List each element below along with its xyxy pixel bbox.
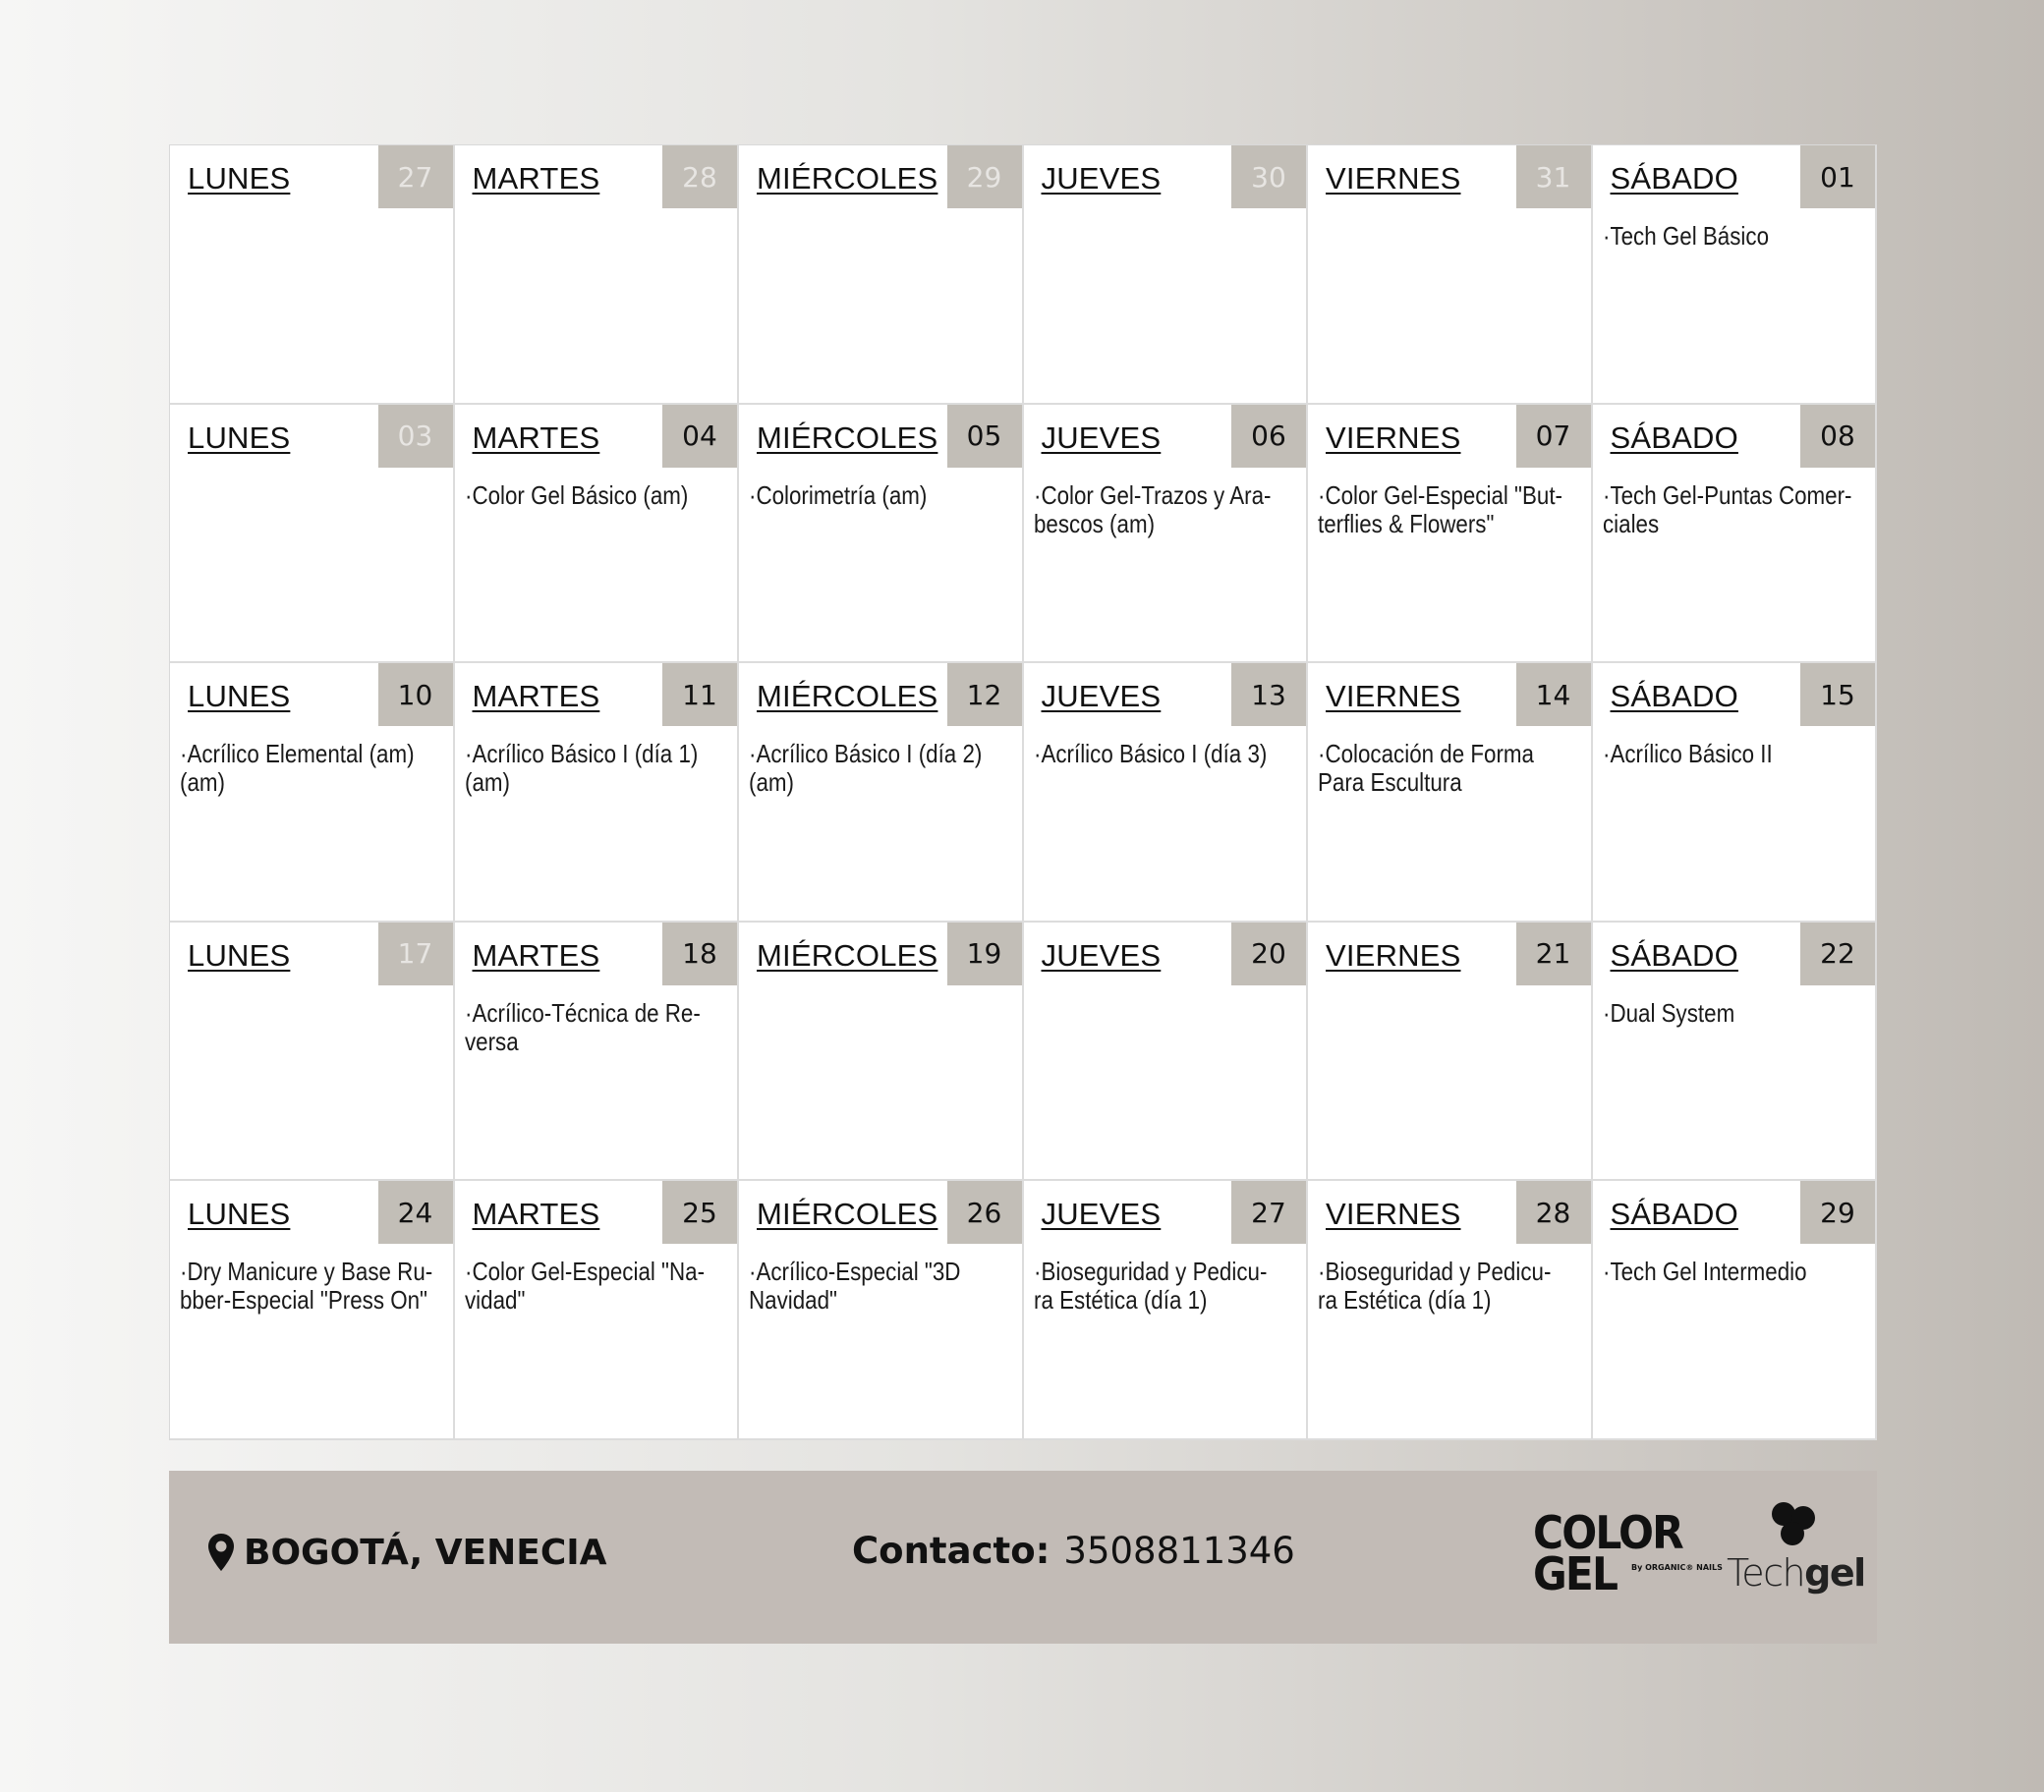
day-number: 20 — [1231, 923, 1306, 985]
calendar-day-cell — [1593, 405, 1878, 664]
event-list — [1603, 481, 1875, 538]
location-text: BOGOTÁ, VENECIA — [244, 1532, 607, 1573]
calendar-day-cell — [1593, 1181, 1878, 1440]
day-number: 01 — [1800, 145, 1875, 208]
calendar-day-cell — [739, 663, 1024, 923]
calendar-day-cell — [1024, 663, 1309, 923]
day-name: JUEVES — [1041, 937, 1162, 973]
location — [206, 1532, 607, 1573]
event-text: ·Acrílico-Técnica de Re- — [464, 997, 701, 1028]
day-number: 24 — [378, 1181, 453, 1244]
day-name: VIERNES — [1326, 937, 1461, 973]
event-text: ·Acrílico Básico I (día 3) — [1033, 739, 1267, 769]
calendar-day-cell — [1024, 405, 1309, 664]
event-text: bescos (am) — [1033, 508, 1155, 538]
day-name: LUNES — [188, 161, 291, 196]
day-name: VIERNES — [1326, 161, 1461, 196]
event-list — [465, 481, 737, 510]
day-name: VIERNES — [1326, 679, 1461, 714]
event-list — [1603, 222, 1875, 251]
day-name: VIERNES — [1326, 420, 1461, 455]
day-name: MARTES — [472, 937, 600, 973]
colorgel-logo-line1: COLOR — [1533, 1506, 1682, 1559]
day-number: 27 — [378, 145, 453, 208]
day-number: 03 — [378, 405, 453, 468]
techgel-text-light: Tech — [1727, 1551, 1805, 1595]
event-text: ra Estética (día 1) — [1318, 1285, 1492, 1316]
event-text: ·Dual System — [1602, 997, 1734, 1028]
techgel-dots-icon — [1766, 1500, 1821, 1549]
calendar-day-cell — [455, 145, 740, 405]
event-text: ·Color Gel-Trazos y Ara- — [1033, 479, 1271, 510]
day-name: SÁBADO — [1610, 420, 1738, 455]
day-number: 08 — [1800, 405, 1875, 468]
event-list — [180, 1258, 452, 1315]
calendar-day-cell — [455, 405, 740, 664]
day-number: 15 — [1800, 663, 1875, 726]
day-name: MIÉRCOLES — [757, 420, 938, 455]
day-number: 14 — [1516, 663, 1591, 726]
event-text: vidad" — [464, 1285, 525, 1316]
event-text: Para Escultura — [1318, 767, 1462, 798]
day-name: MIÉRCOLES — [757, 1197, 938, 1232]
event-list — [465, 999, 737, 1056]
event-list — [749, 481, 1021, 510]
calendar-day-cell — [739, 923, 1024, 1182]
map-pin-icon — [206, 1532, 236, 1573]
event-text: ·Tech Gel-Puntas Comer- — [1602, 479, 1851, 510]
event-list — [1318, 481, 1590, 538]
day-name: LUNES — [188, 937, 291, 973]
day-name: VIERNES — [1326, 1197, 1461, 1232]
event-text: ·Tech Gel Básico — [1602, 221, 1769, 251]
day-name: SÁBADO — [1610, 679, 1738, 714]
day-number: 04 — [662, 405, 737, 468]
colorgel-logo — [1533, 1506, 1723, 1602]
calendar-day-cell — [739, 145, 1024, 405]
techgel-logo — [1727, 1500, 1865, 1608]
event-text: Navidad" — [749, 1285, 837, 1316]
day-name: LUNES — [188, 679, 291, 714]
event-text: versa — [464, 1026, 519, 1056]
event-text: ·Color Gel-Especial "But- — [1318, 479, 1563, 510]
day-number: 28 — [662, 145, 737, 208]
event-list — [1603, 1258, 1875, 1286]
calendar-grid — [169, 144, 1877, 1440]
event-text: (am) — [180, 767, 225, 798]
event-text: ·Acrílico-Especial "3D — [749, 1257, 961, 1287]
event-list — [1318, 1258, 1590, 1315]
day-number: 29 — [947, 145, 1022, 208]
event-list — [1034, 740, 1306, 768]
event-text: ·Acrílico Básico II — [1602, 739, 1773, 769]
day-number: 29 — [1800, 1181, 1875, 1244]
day-name: SÁBADO — [1610, 161, 1738, 196]
calendar-day-cell — [1308, 663, 1593, 923]
colorgel-logo-sub: By ORGANIC® NAILS — [1631, 1563, 1723, 1572]
calendar-day-cell — [455, 1181, 740, 1440]
event-text: bber-Especial "Press On" — [180, 1285, 428, 1316]
day-name: MIÉRCOLES — [757, 161, 938, 196]
event-text: ·Acrílico Básico I (día 1) — [464, 739, 698, 769]
contact — [852, 1530, 1295, 1572]
calendar-day-cell — [455, 923, 740, 1182]
event-text: ra Estética (día 1) — [1033, 1285, 1207, 1316]
day-name: MARTES — [472, 679, 600, 714]
day-number: 13 — [1231, 663, 1306, 726]
day-number: 21 — [1516, 923, 1591, 985]
calendar-day-cell — [1024, 923, 1309, 1182]
day-number: 10 — [378, 663, 453, 726]
event-text: ·Acrílico Básico I (día 2) — [749, 739, 983, 769]
calendar-day-cell — [1024, 1181, 1309, 1440]
day-number: 05 — [947, 405, 1022, 468]
calendar-day-cell — [739, 405, 1024, 664]
day-number: 28 — [1516, 1181, 1591, 1244]
day-name: MARTES — [472, 1197, 600, 1232]
event-text: ·Bioseguridad y Pedicu- — [1318, 1257, 1552, 1287]
calendar-day-cell — [739, 1181, 1024, 1440]
day-number: 27 — [1231, 1181, 1306, 1244]
calendar-day-cell — [455, 663, 740, 923]
day-number: 22 — [1800, 923, 1875, 985]
event-list — [180, 740, 452, 797]
calendar-day-cell — [1593, 663, 1878, 923]
day-number: 31 — [1516, 145, 1591, 208]
event-text: ·Bioseguridad y Pedicu- — [1033, 1257, 1267, 1287]
day-number: 11 — [662, 663, 737, 726]
calendar-day-cell — [170, 145, 455, 405]
calendar-day-cell — [170, 663, 455, 923]
event-text: (am) — [749, 767, 794, 798]
day-name: JUEVES — [1041, 420, 1162, 455]
event-text: terflies & Flowers" — [1318, 508, 1495, 538]
calendar-day-cell — [170, 923, 455, 1182]
day-name: SÁBADO — [1610, 937, 1738, 973]
event-text: (am) — [464, 767, 510, 798]
event-list — [465, 1258, 737, 1315]
day-number: 25 — [662, 1181, 737, 1244]
day-number: 30 — [1231, 145, 1306, 208]
day-number: 19 — [947, 923, 1022, 985]
calendar-day-cell — [1308, 923, 1593, 1182]
colorgel-logo-line2: GEL — [1533, 1547, 1618, 1600]
calendar-day-cell — [1593, 145, 1878, 405]
event-list — [1603, 999, 1875, 1028]
event-text: ·Tech Gel Intermedio — [1602, 1257, 1807, 1287]
day-name: MARTES — [472, 420, 600, 455]
day-name: MARTES — [472, 161, 600, 196]
day-number: 06 — [1231, 405, 1306, 468]
day-name: LUNES — [188, 1197, 291, 1232]
event-text: ·Dry Manicure y Base Ru- — [180, 1257, 433, 1287]
event-list — [465, 740, 737, 797]
footer-bar — [169, 1471, 1877, 1644]
day-name: JUEVES — [1041, 679, 1162, 714]
contact-phone: 3508811346 — [1063, 1530, 1295, 1572]
calendar-day-cell — [170, 1181, 455, 1440]
event-list — [1318, 740, 1590, 797]
event-list — [749, 740, 1021, 797]
calendar-day-cell — [1308, 1181, 1593, 1440]
event-text: ·Colocación de Forma — [1318, 739, 1534, 769]
event-text: ciales — [1602, 508, 1659, 538]
event-text: ·Acrílico Elemental (am) — [180, 739, 415, 769]
day-name: JUEVES — [1041, 161, 1162, 196]
techgel-text-bold: gel — [1804, 1551, 1865, 1595]
day-name: LUNES — [188, 420, 291, 455]
event-text: ·Color Gel-Especial "Na- — [464, 1257, 705, 1287]
day-number: 18 — [662, 923, 737, 985]
event-text: ·Color Gel Básico (am) — [464, 479, 688, 510]
day-name: SÁBADO — [1610, 1197, 1738, 1232]
calendar-day-cell — [1308, 145, 1593, 405]
day-number: 07 — [1516, 405, 1591, 468]
event-list — [1034, 481, 1306, 538]
event-list — [749, 1258, 1021, 1315]
day-number: 17 — [378, 923, 453, 985]
techgel-logo-text — [1727, 1551, 1865, 1595]
day-number: 12 — [947, 663, 1022, 726]
event-text: ·Colorimetría (am) — [749, 479, 928, 510]
day-name: MIÉRCOLES — [757, 937, 938, 973]
contact-label: Contacto: — [852, 1530, 1050, 1572]
event-list — [1034, 1258, 1306, 1315]
calendar-day-cell — [1024, 145, 1309, 405]
calendar-day-cell — [1308, 405, 1593, 664]
event-list — [1603, 740, 1875, 768]
calendar-day-cell — [170, 405, 455, 664]
calendar-day-cell — [1593, 923, 1878, 1182]
day-name: JUEVES — [1041, 1197, 1162, 1232]
day-name: MIÉRCOLES — [757, 679, 938, 714]
day-number: 26 — [947, 1181, 1022, 1244]
